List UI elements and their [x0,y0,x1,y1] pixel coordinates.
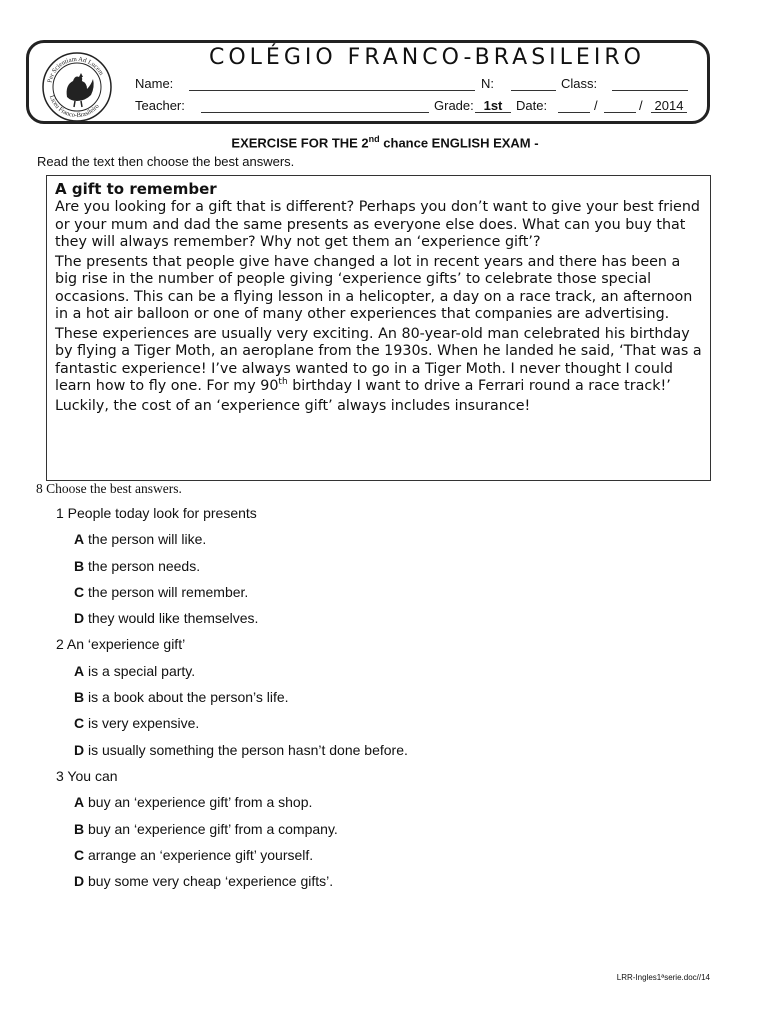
title-sup: nd [368,134,380,144]
date-label: Date: [516,98,548,113]
question-1-option-a[interactable] [56,530,408,556]
question-2-option-c[interactable] [56,714,408,740]
paragraph-3-part-1: These experiences are usually very exciting. An 80-year-old man celebrated his birthday by flying a Tiger Moth, an aeroplane from the 1930s. When he landed he said, ‘That was a fantastic experience! I’ve always wanted to go in a Tiger Moth. I never thought I could learn how to fly one. For my 90 [55,325,702,394]
option-letter: B [74,557,85,574]
class-field[interactable] [612,76,688,91]
grade-field[interactable]: 1st [475,98,511,113]
date-day-field[interactable] [558,98,590,113]
passage-heading: A gift to remember [55,180,217,198]
question-1: 1 People today look for presents [56,505,257,521]
question-3-option-c[interactable] [56,846,408,872]
option-letter: C [74,583,85,600]
date-month-field[interactable] [604,98,636,113]
paragraph-3-part-2: birthday I want to drive a Ferrari round a race track!’ [287,378,671,394]
option-letter: C [74,846,85,863]
name-label: Name: [135,76,174,91]
option-text: is usually something the person hasn’t done before. [84,741,408,758]
option-letter: A [74,794,85,811]
option-letter: C [74,715,85,732]
exercise-title [0,134,770,150]
date-separator: / [594,98,598,113]
question-1-option-b[interactable] [56,557,408,583]
date-separator: / [639,98,643,113]
question-3-option-b[interactable] [56,820,408,846]
option-letter: B [74,820,85,837]
teacher-field[interactable] [201,98,429,113]
option-letter: D [74,741,85,758]
date-year-field[interactable]: 2014 [651,98,687,113]
option-text: is a book about the person’s life. [84,689,289,706]
document-footer: LRR-Ingles1ªserie.doc//14 [616,973,710,982]
option-text: is a special party. [84,662,196,679]
option-letter: B [74,689,85,706]
title-suffix: chance ENGLISH EXAM - [379,135,539,151]
option-letter: D [74,873,85,890]
question-2-option-d[interactable] [56,741,408,767]
option-text: the person needs. [84,557,201,574]
svg-text:Per Scientiam Ad Lucem: Per Scientiam Ad Lucem [46,55,105,84]
school-logo [41,51,113,123]
option-text: buy some very cheap ‘experience gifts’. [84,873,334,890]
question-1-option-d[interactable] [56,609,408,635]
question-1-option-c[interactable] [56,583,408,609]
teacher-label: Teacher: [135,98,185,113]
option-text: is very expensive. [84,715,200,732]
section-intro: 8 Choose the best answers. [36,481,182,496]
question-block [56,635,408,766]
svg-text:Liceu Franco-Brasileiro: Liceu Franco-Brasileiro [47,94,101,120]
passage-paragraph-2: The presents that people give have changed a lot in recent years and there has been a big rise in the number of people giving ‘experience gifts’ to celebrate those special occasions. This can be a flying lesson in a helicopter, a day on a race track, an afternoon in a hot air balloon or one of many other experiences that companies are advertising. [55,253,693,322]
question-list [56,504,408,898]
option-text: they would like themselves. [84,610,259,627]
instructions: Read the text then choose the best answers. [37,154,295,169]
question-block [56,767,408,898]
school-header [26,40,710,124]
paragraph-3-sup: th [278,377,288,388]
option-text: the person will like. [84,531,207,548]
number-label: N: [481,76,494,91]
name-field[interactable] [189,76,475,91]
option-letter: A [74,662,85,679]
grade-label: Grade: [434,98,474,113]
question-2: 2 An ‘experience gift’ [56,636,186,653]
question-2-option-b[interactable] [56,688,408,714]
option-letter: A [74,531,85,548]
number-field[interactable] [511,76,556,91]
option-letter: D [74,610,85,627]
option-text: buy an ‘experience gift’ from a company. [84,820,338,837]
reading-passage [46,175,711,481]
question-3: 3 You can [56,767,118,784]
question-3-option-a[interactable] [56,793,408,819]
passage-paragraph-4: Luckily, the cost of an ‘experience gift’ always includes insurance! [55,397,531,414]
class-label: Class: [561,76,598,91]
school-name: COLÉGIO FRANCO-BRASILEIRO [209,45,645,70]
passage-paragraph-3 [55,326,702,396]
title-prefix: EXERCISE FOR THE 2 [231,135,369,151]
question-block [56,504,408,635]
passage-paragraph-1: Are you looking for a gift that is different? Perhaps you don’t want to give your best friend or your mum and dad the same presents as everyone else does. What can you buy that they will always remember? Why not get them an ‘experience gift’? [55,199,700,250]
question-3-option-d[interactable] [56,872,408,898]
option-text: buy an ‘experience gift’ from a shop. [84,794,313,811]
option-text: the person will remember. [84,583,249,600]
option-text: arrange an ‘experience gift’ yourself. [84,846,314,863]
question-2-option-a[interactable] [56,662,408,688]
